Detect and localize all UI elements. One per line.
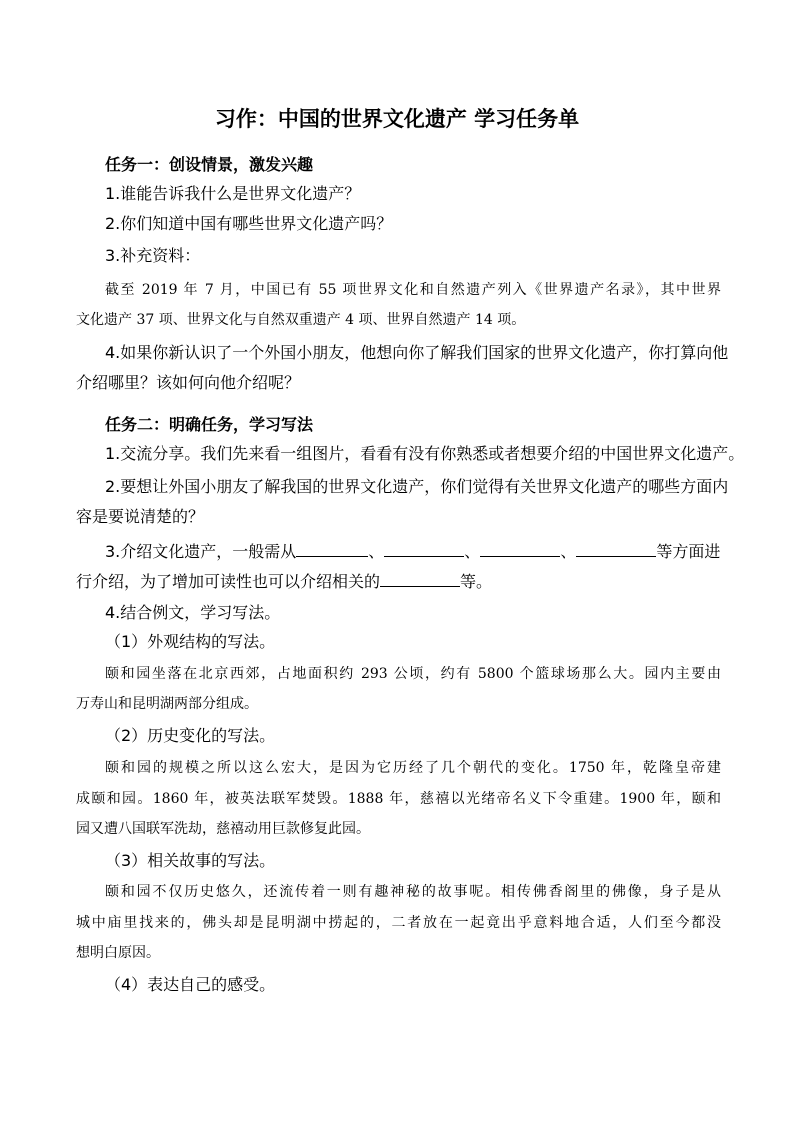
example-2-line-3: 园又遭八国联军洗劫，慈禧动用巨款修复此园。 — [76, 821, 370, 837]
separator: 、 — [560, 542, 577, 561]
item-3-suffix: 等方面进 — [656, 542, 721, 561]
task2-heading: 任务二：明确任务，学习写法 — [105, 415, 314, 434]
example-1-line-1: 颐和园坐落在北京西郊，占地面积约 293 公顷，约有 5800 个篮球场那么大。园内主要由 — [105, 666, 721, 682]
item-3-line-2-suffix: 等。 — [460, 572, 493, 591]
separator: 、 — [368, 542, 385, 561]
example-2-line-1: 颐和园的规模之所以这么宏大，是因为它历经了几个朝代的变化。1750 年，乾隆皇帝建 — [105, 760, 721, 776]
fill-blank-3[interactable] — [480, 540, 560, 557]
task1-question-3: 3.补充资料： — [105, 246, 201, 265]
example-3-line-1: 颐和园不仅历史悠久，还流传着一则有趣神秘的故事呢。相传佛香阁里的佛像，身子是从 — [105, 884, 721, 900]
item-3-prefix: 3.介绍文化遗产，一般需从 — [105, 542, 297, 561]
item-3-line-2-prefix: 行介绍，为了增加可读性也可以介绍相关的 — [76, 572, 381, 591]
task2-item-4: 4.结合例文，学习写法。 — [105, 603, 281, 622]
subheading-history: （2）历史变化的写法。 — [105, 726, 276, 745]
example-1-line-2: 万寿山和昆明湖两部分组成。 — [76, 696, 258, 712]
task1-question-4-line-1: 4.如果你新认识了一个外国小朋友，他想向你了解我们国家的世界文化遗产，你打算向他 — [105, 343, 729, 362]
subheading-appearance: （1）外观结构的写法。 — [105, 632, 276, 651]
task1-heading: 任务一：创设情景，激发兴趣 — [105, 155, 314, 174]
task2-item-3-line-2 — [76, 570, 492, 593]
task2-item-1: 1.交流分享。我们先来看一组图片，看看有没有你熟悉或者想要介绍的中国世界文化遗产。 — [105, 444, 745, 463]
example-2-line-2: 成颐和园。1860 年，被英法联军焚毁。1888 年，慈禧以光绪帝名义下令重建。1900 年，颐和 — [76, 791, 721, 807]
task2-item-3-line-1 — [105, 540, 720, 563]
task1-question-4-line-2: 介绍哪里？该如何向他介绍呢？ — [76, 373, 301, 392]
fill-blank-1[interactable] — [296, 540, 368, 557]
document-title: 习作：中国的世界文化遗产 学习任务单 — [214, 107, 580, 131]
task2-item-2-line-2: 容是要说清楚的？ — [76, 507, 205, 526]
subheading-story: （3）相关故事的写法。 — [105, 851, 276, 870]
example-3-line-2: 城中庙里找来的，佛头却是昆明湖中捞起的，二者放在一起竟出乎意料地合适，人们至今都没 — [76, 915, 721, 931]
fill-blank-2[interactable] — [384, 540, 464, 557]
supplementary-material-line-1: 截至 2019 年 7 月，中国已有 55 项世界文化和自然遗产列入《世界遗产名录》，其中世界 — [105, 282, 721, 298]
separator: 、 — [464, 542, 481, 561]
task2-item-2-line-1: 2.要想让外国小朋友了解我国的世界文化遗产，你们觉得有关世界文化遗产的哪些方面内 — [105, 477, 729, 496]
task1-question-2: 2.你们知道中国有哪些世界文化遗产吗？ — [105, 214, 393, 233]
fill-blank-5[interactable] — [380, 570, 460, 587]
example-3-line-3: 想明白原因。 — [76, 945, 160, 961]
supplementary-material-line-2: 文化遗产 37 项、世界文化与自然双重遗产 4 项、世界自然遗产 14 项。 — [76, 312, 526, 328]
fill-blank-4[interactable] — [576, 540, 656, 557]
subheading-feelings: （4）表达自己的感受。 — [105, 975, 276, 994]
task1-question-1: 1.谁能告诉我什么是世界文化遗产？ — [105, 184, 361, 203]
